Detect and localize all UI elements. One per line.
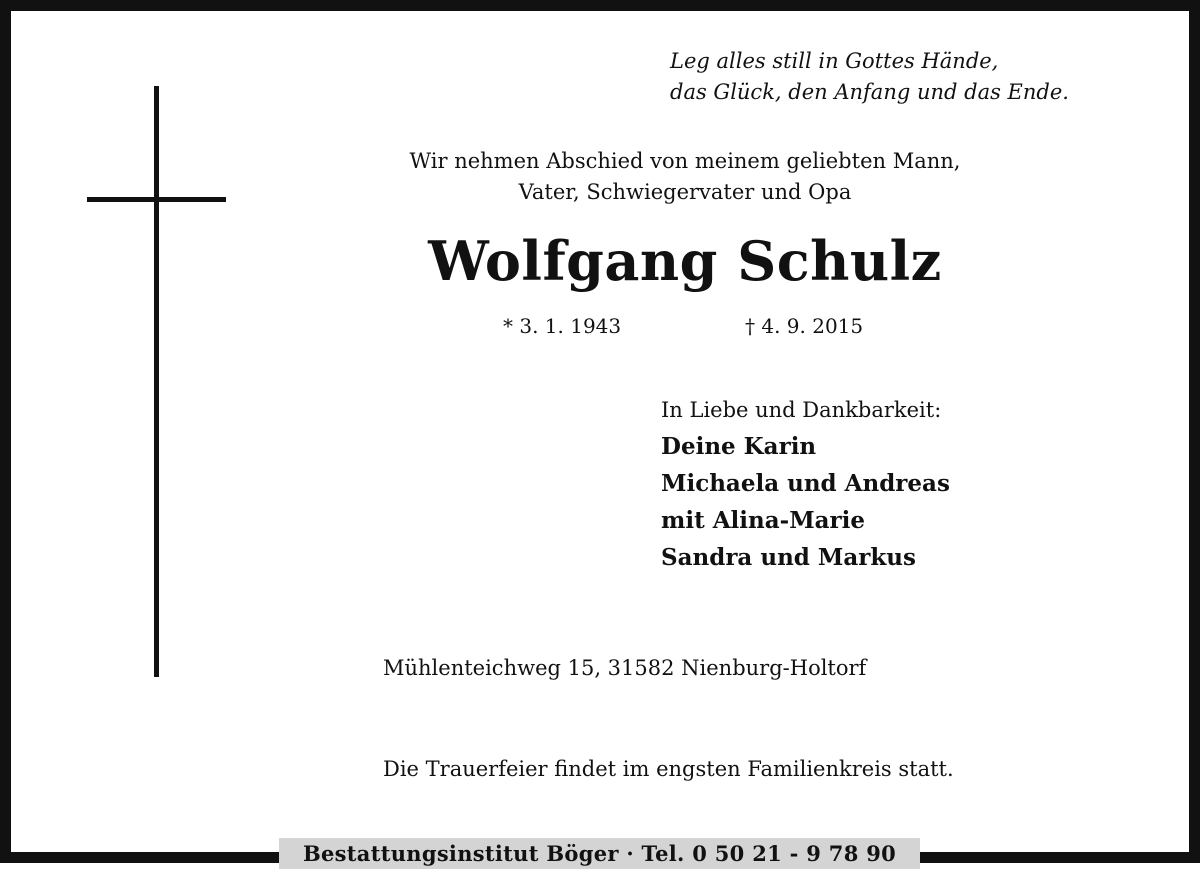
mourner-name: Michaela und Andreas	[661, 470, 950, 497]
mourners-intro: In Liebe und Dankbarkeit:	[661, 398, 942, 422]
farewell-intro-line-2: Vater, Schwiegervater und Opa	[518, 180, 852, 204]
farewell-intro-line-1: Wir nehmen Abschied von meinem geliebten Mann,	[409, 149, 961, 173]
farewell-intro	[325, 146, 1045, 208]
mourner-name: Sandra und Markus	[661, 544, 916, 571]
birth-date: * 3. 1. 1943	[503, 314, 622, 338]
motto-line-1: Leg alles still in Gottes Hände,	[670, 49, 999, 73]
family-address: Mühlenteichweg 15, 31582 Nienburg-Holtorf	[383, 656, 867, 680]
mourners-list	[661, 428, 950, 576]
motto-line-2: das Glück, den Anfang und das Ende.	[670, 80, 1069, 104]
motto-verse	[670, 46, 1069, 108]
deceased-name: Wolfgang Schulz	[428, 229, 942, 293]
cross-icon-horizontal-beam	[87, 197, 226, 202]
funeral-home-footer: Bestattungsinstitut Böger · Tel. 0 50 21 - 9 78 90	[279, 838, 920, 869]
cross-icon-vertical-beam	[154, 86, 159, 677]
mourner-name: mit Alina-Marie	[661, 507, 866, 534]
mourner-name: Deine Karin	[661, 433, 817, 460]
death-date: † 4. 9. 2015	[745, 314, 864, 338]
funeral-notice: Die Trauerfeier findet im engsten Familienkreis statt.	[383, 757, 954, 781]
